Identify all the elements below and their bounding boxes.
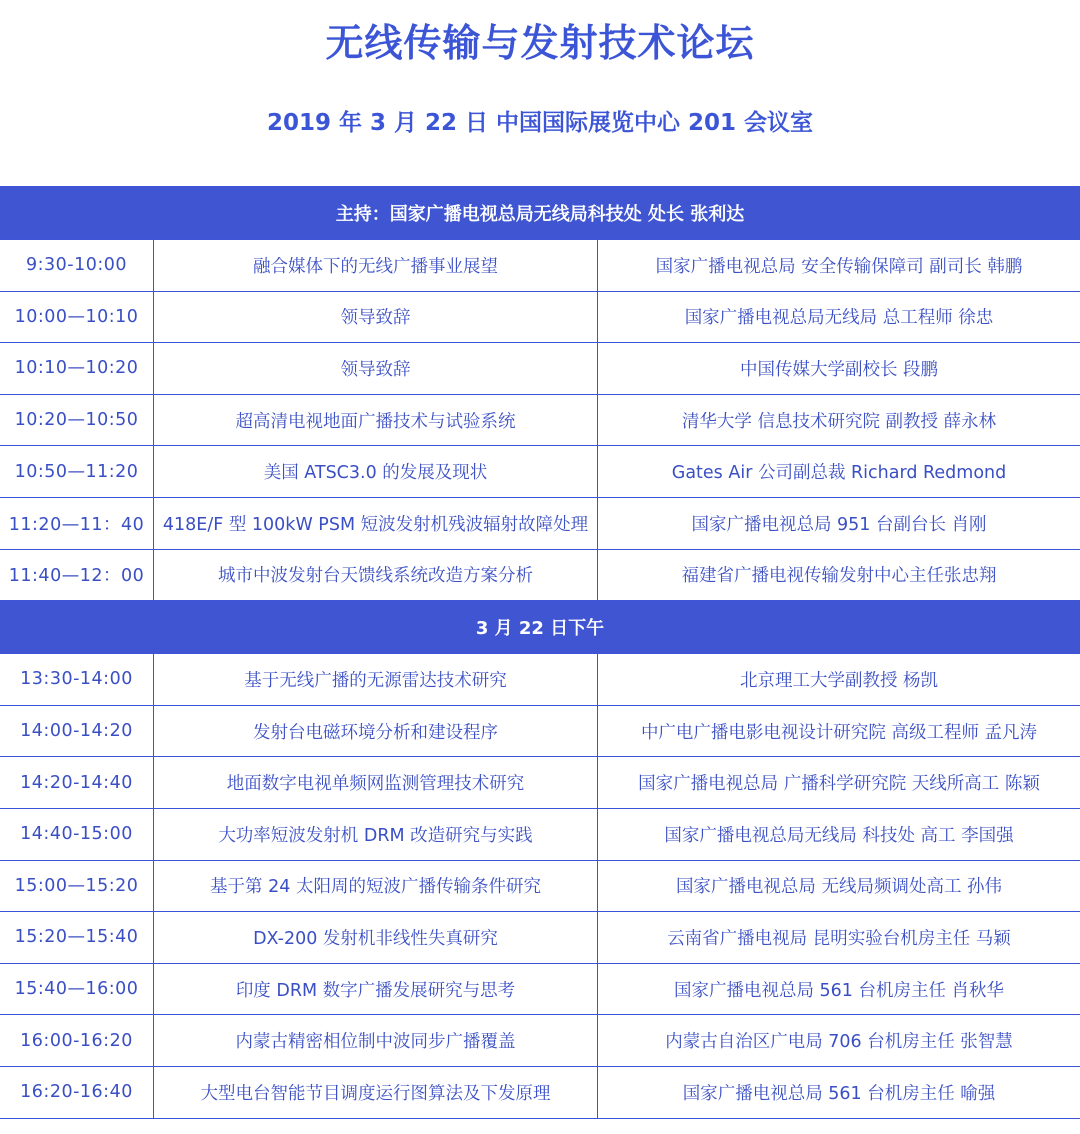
speaker-cell: Gates Air 公司副总裁 Richard Redmond — [671, 463, 1007, 484]
table-row — [0, 809, 1080, 861]
time-cell: 14:40-15:00 — [0, 809, 154, 860]
section-header-afternoon: 3 月 22 日下午 — [0, 601, 1080, 654]
topic-cell: 领导致辞 — [154, 292, 598, 343]
table-row — [0, 395, 1080, 447]
time-cell: 15:40—16:00 — [0, 964, 154, 1015]
time-cell: 13:30-14:00 — [0, 654, 154, 705]
topic-cell: 基于无线广播的无源雷达技术研究 — [154, 654, 598, 705]
topic-cell: 地面数字电视单频网监测管理技术研究 — [154, 757, 598, 808]
time-cell: 16:00-16:20 — [0, 1015, 154, 1066]
speaker-cell: 国家广播电视总局无线局 总工程师 徐忠 — [684, 308, 994, 329]
time-cell: 11:20—11：40 — [0, 498, 154, 549]
time-cell: 15:00—15:20 — [0, 861, 154, 912]
time-cell: 10:20—10:50 — [0, 395, 154, 446]
topic-cell: 印度 DRM 数字广播发展研究与思考 — [154, 964, 598, 1015]
afternoon-rows — [0, 654, 1080, 1118]
speaker-cell: 国家广播电视总局 广播科学研究院 天线所高工 陈颖 — [638, 774, 1040, 795]
table-row — [0, 706, 1080, 758]
topic-cell: 418E/F 型 100kW PSM 短波发射机残波辐射故障处理 — [154, 498, 598, 549]
topic-cell: 领导致辞 — [154, 343, 598, 394]
table-row — [0, 912, 1080, 964]
speaker-cell: 云南省广播电视局 昆明实验台机房主任 马颖 — [667, 928, 1011, 949]
table-row — [0, 861, 1080, 913]
table-row — [0, 964, 1080, 1016]
page-subtitle: 2019 年 3 月 22 日 中国国际展览中心 201 会议室 — [266, 110, 814, 136]
speaker-cell: 国家广播电视总局 951 台副台长 肖刚 — [691, 514, 987, 535]
time-cell: 15:20—15:40 — [0, 912, 154, 963]
table-row — [0, 240, 1080, 292]
topic-cell: 融合媒体下的无线广播事业展望 — [154, 240, 598, 291]
topic-cell: 大型电台智能节目调度运行图算法及下发原理 — [154, 1067, 598, 1118]
speaker-cell: 国家广播电视总局 561 台机房主任 喻强 — [682, 1083, 996, 1104]
topic-cell: 大功率短波发射机 DRM 改造研究与实践 — [154, 809, 598, 860]
topic-cell: 超高清电视地面广播技术与试验系统 — [154, 395, 598, 446]
table-row — [0, 654, 1080, 706]
morning-rows — [0, 240, 1080, 601]
time-cell: 10:50—11:20 — [0, 446, 154, 497]
speaker-cell: 清华大学 信息技术研究院 副教授 薛永林 — [681, 411, 997, 432]
speaker-cell: 北京理工大学副教授 杨凯 — [739, 670, 939, 691]
time-cell: 16:20-16:40 — [0, 1067, 154, 1118]
page-title: 无线传输与发射技术论坛 — [325, 21, 755, 65]
topic-cell: 发射台电磁环境分析和建设程序 — [154, 706, 598, 757]
speaker-cell: 国家广播电视总局 561 台机房主任 肖秋华 — [673, 980, 1005, 1001]
topic-cell: DX-200 发射机非线性失真研究 — [154, 912, 598, 963]
topic-cell: 美国 ATSC3.0 的发展及现状 — [154, 446, 598, 497]
table-row — [0, 498, 1080, 550]
time-cell: 10:10—10:20 — [0, 343, 154, 394]
section-header-morning: 主持：国家广播电视总局无线局科技处 处长 张利达 — [0, 187, 1080, 240]
topic-cell: 内蒙古精密相位制中波同步广播覆盖 — [154, 1015, 598, 1066]
time-cell: 14:00-14:20 — [0, 706, 154, 757]
topic-cell: 城市中波发射台天馈线系统改造方案分析 — [154, 550, 598, 601]
time-cell: 14:20-14:40 — [0, 757, 154, 808]
schedule-table — [0, 186, 1080, 1119]
table-row — [0, 292, 1080, 344]
table-row — [0, 757, 1080, 809]
table-row — [0, 343, 1080, 395]
speaker-cell: 中国传媒大学副校长 段鹏 — [739, 359, 939, 380]
table-row — [0, 550, 1080, 602]
time-cell: 11:40—12：00 — [0, 550, 154, 601]
table-row — [0, 1015, 1080, 1067]
speaker-cell: 中广电广播电影电视设计研究院 高级工程师 孟凡涛 — [640, 722, 1038, 743]
table-row — [0, 446, 1080, 498]
topic-cell: 基于第 24 太阳周的短波广播传输条件研究 — [154, 861, 598, 912]
speaker-cell: 福建省广播电视传输发射中心主任张忠翔 — [681, 566, 997, 587]
time-cell: 10:00—10:10 — [0, 292, 154, 343]
speaker-cell: 国家广播电视总局无线局 科技处 高工 李国强 — [664, 825, 1014, 846]
speaker-cell: 国家广播电视总局 安全传输保障司 副司长 韩鹏 — [655, 256, 1023, 277]
table-row — [0, 1067, 1080, 1119]
time-cell: 9:30-10:00 — [0, 240, 154, 291]
speaker-cell: 内蒙古自治区广电局 706 台机房主任 张智慧 — [665, 1032, 1013, 1053]
speaker-cell: 国家广播电视总局 无线局频调处高工 孙伟 — [675, 877, 1003, 898]
